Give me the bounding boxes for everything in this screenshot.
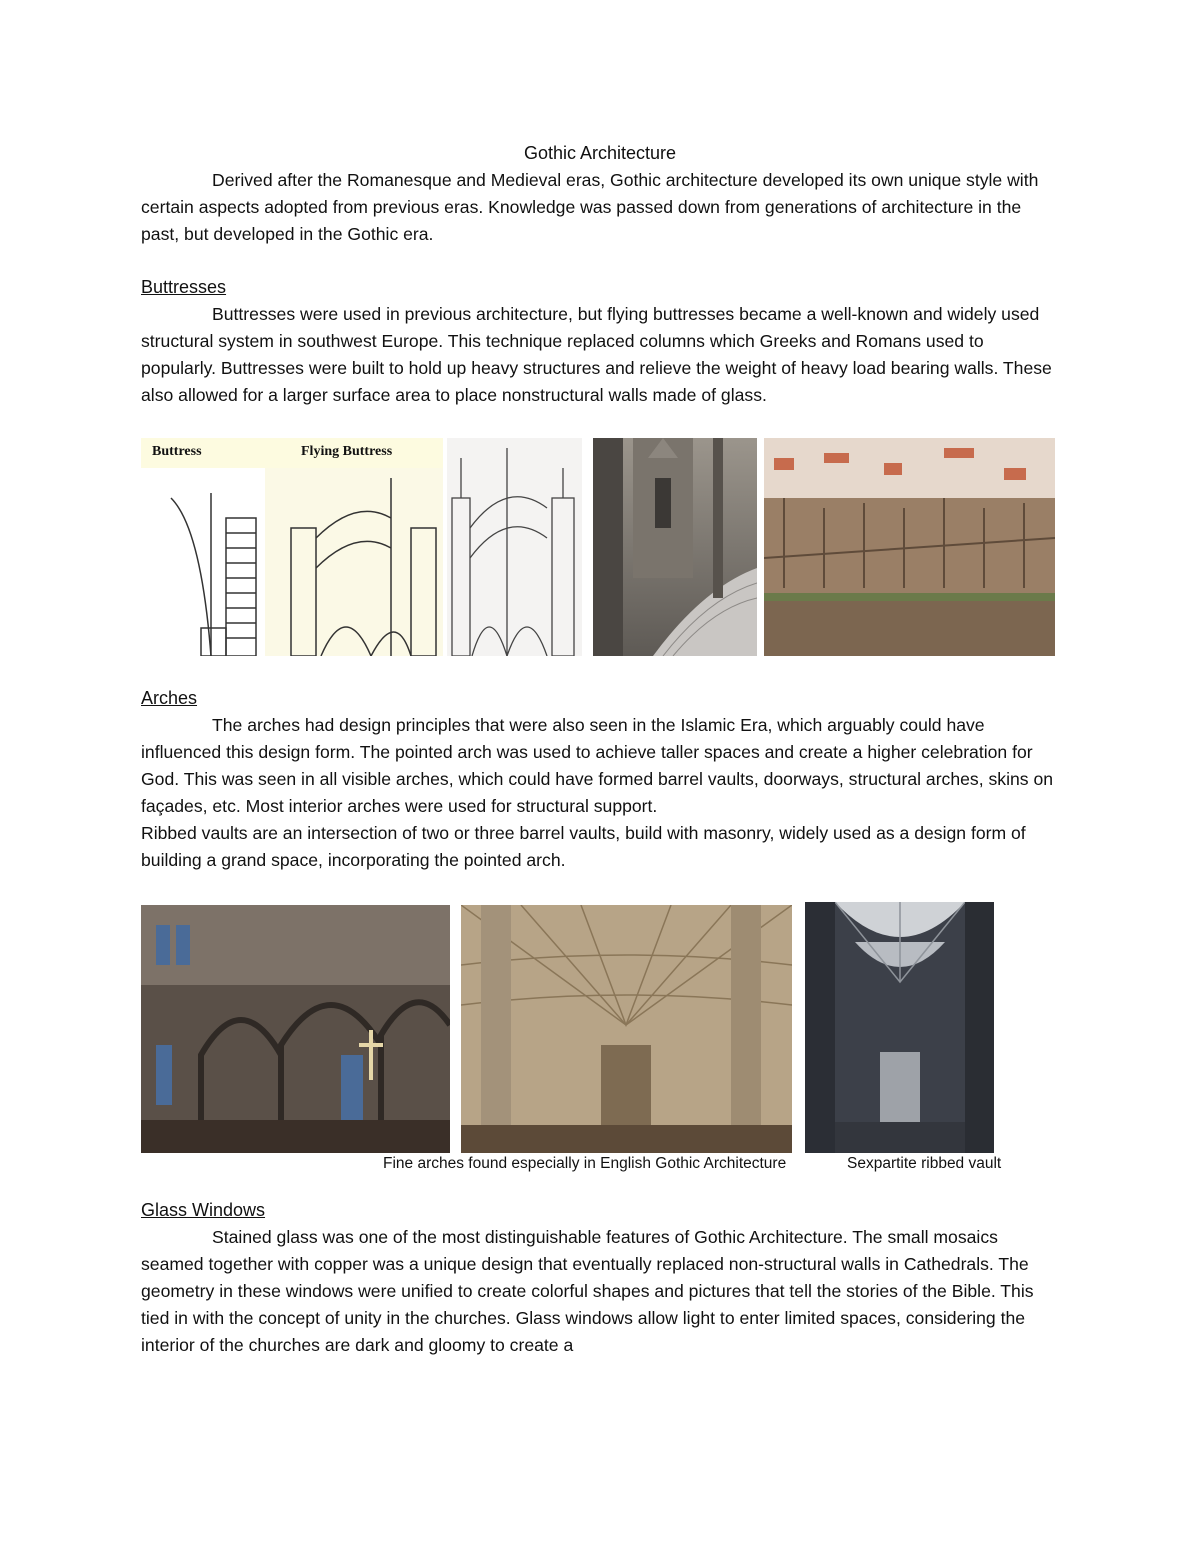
sexpartite-vault-photo [805, 902, 994, 1153]
arches-paragraph: The arches had design principles that were also seen in the Islamic Era, which arguably could have influenced this design form. The pointed arch was used to achieve taller spaces and create a higher celebration for God. This was seen in all visible arches, which could have formed barrel vaults, doorways, structural arches, skins on façades, etc. Most interior arches were used for structural support. [141, 715, 1054, 816]
ribbed-vaults-paragraph: Ribbed vaults are an intersection of two or three barrel vaults, build with masonry, widely used as a design form of building a grand space, incorporating the pointed arch. [141, 823, 1026, 870]
glass-windows-paragraph: Stained glass was one of the most distinguishable features of Gothic Architecture. The small mosaics seamed together with copper was a unique design that eventually replaced non-structural walls in Cathedrals. The geometry in these windows were unified to create colorful shapes and pictures that tell the stories of the Bible. This tied in with the concept of unity in the churches. Glass windows allow light to enter limited spaces, considering the interior of the churches are dark and gloomy to create a [141, 1227, 1034, 1355]
ribbed-vault-photo [461, 905, 792, 1153]
glass-windows-section [141, 1198, 1059, 1359]
buttress-diagram-image [141, 438, 443, 656]
buttresses-heading: Buttresses [141, 277, 227, 297]
arches-caption: Fine arches found especially in English Gothic Architecture [383, 1155, 787, 1172]
arches-section [141, 686, 1059, 874]
cathedral-exterior-photo [593, 438, 757, 656]
flying-buttress-drawing-image [447, 438, 582, 656]
cathedral-rooftop-photo [764, 438, 1055, 656]
buttresses-paragraph: Buttresses were used in previous architecture, but flying buttresses became a well-known and widely used structural system in southwest Europe. This technique replaced columns which Greeks and Romans used to popularly. Buttresses were built to hold up heavy structures and relieve the weight of heavy load bearing walls. These also allowed for a larger surface area to place nonstructural walls made of glass. [141, 304, 1052, 405]
english-gothic-arches-photo [141, 905, 450, 1153]
page-title: Gothic Architecture [523, 143, 677, 163]
intro-section [141, 167, 1059, 248]
vault-caption: Sexpartite ribbed vault [847, 1155, 1002, 1172]
diagram-label-buttress: Buttress [152, 444, 202, 459]
glass-windows-heading: Glass Windows [141, 1200, 266, 1220]
diagram-label-flying-buttress: Flying Buttress [301, 444, 393, 459]
arches-heading: Arches [141, 688, 198, 708]
intro-paragraph: Derived after the Romanesque and Medieval eras, Gothic architecture developed its own unique style with certain aspects adopted from previous eras. Knowledge was passed down from generations of architecture in the past, but developed in the Gothic era. [141, 170, 1039, 244]
buttresses-section [141, 275, 1059, 409]
